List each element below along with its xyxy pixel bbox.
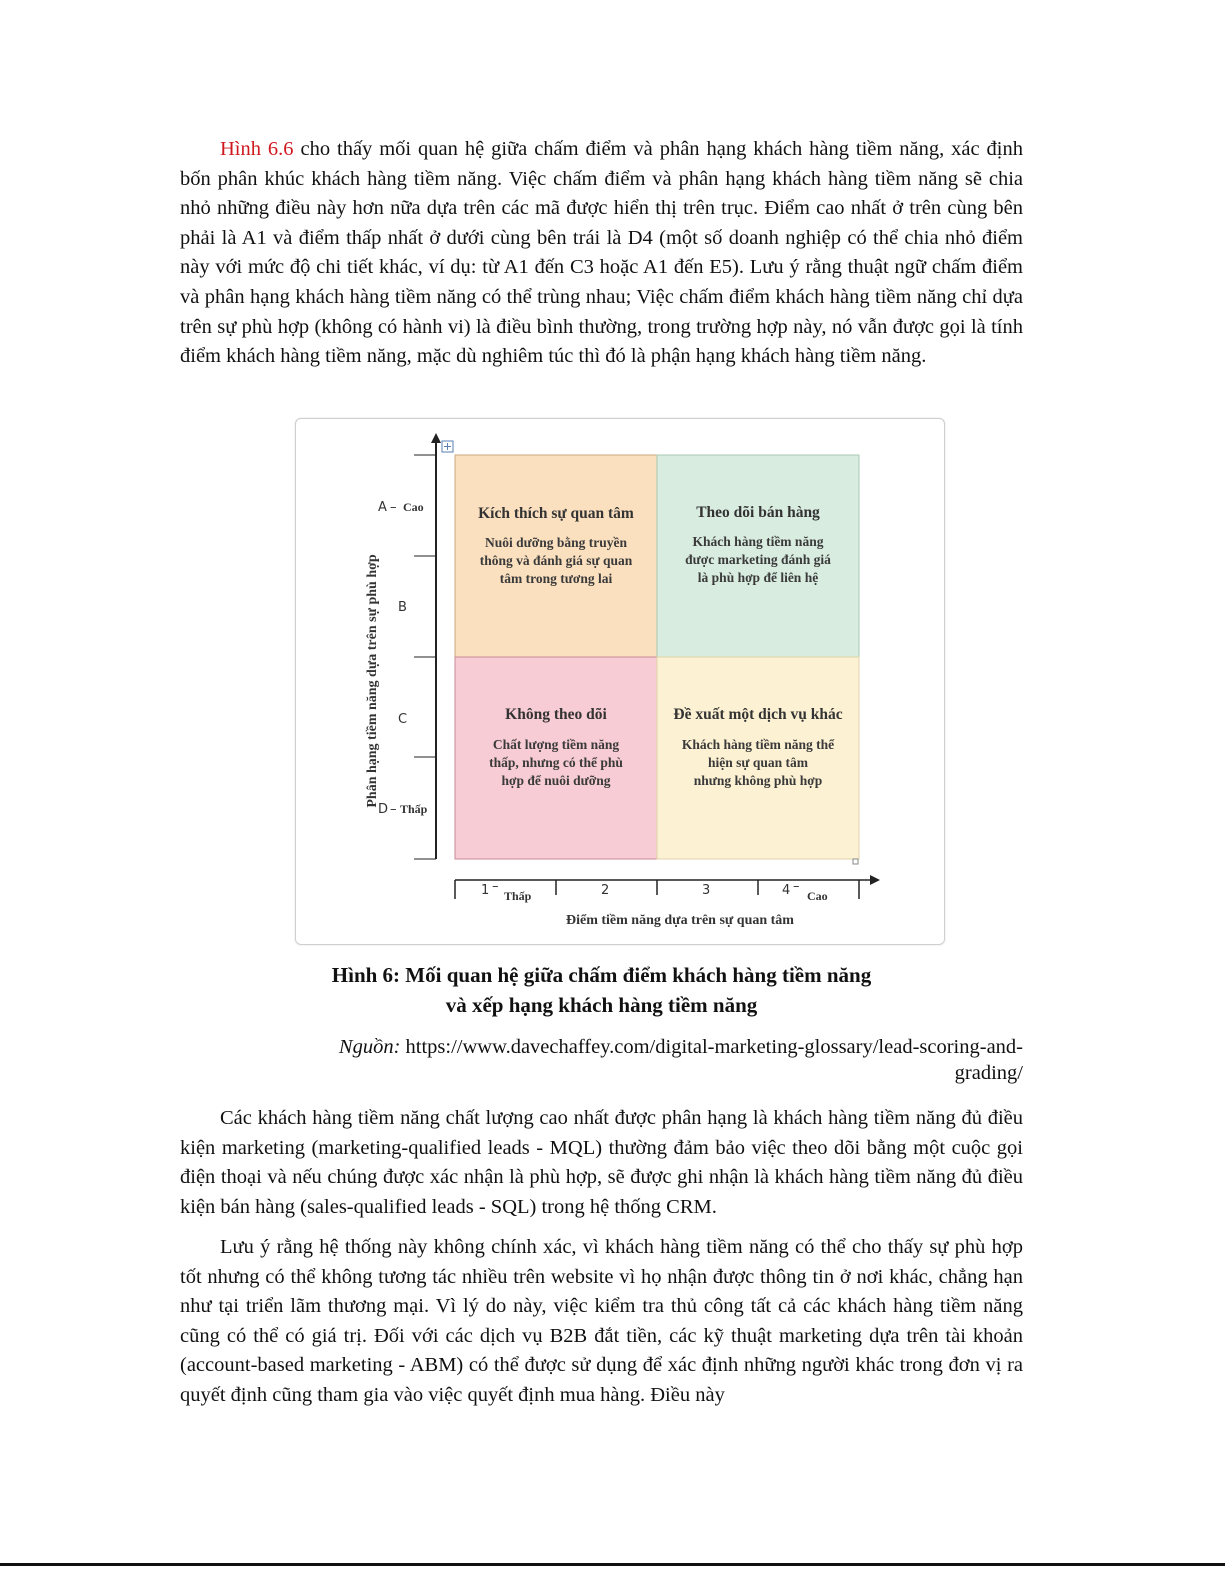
quadrant-description: Chất lượng tiềm năng bbox=[492, 737, 620, 752]
body-paragraph: Các khách hàng tiềm năng chất lượng cao nhất được phân hạng là khách hàng tiềm năng đủ điều kiện marketing (marketing-qualified leads - MQL) thường đảm bảo việc theo dõi bằng một cuộc gọi điện thoại và nếu chúng được xác nhận là phù hợp, sẽ được ghi nhận là khách hàng tiềm năng đủ điều kiện bán hàng (sales-qualified leads - SQL) trong hệ thống CRM. bbox=[180, 1107, 1023, 1218]
intro-paragraph-text: cho thấy mối quan hệ giữa chấm điểm và phân hạng khách hàng tiềm năng, xác định bốn phân khúc khách hàng tiềm năng. Việc chấm điểm và phân hạng khách hàng tiềm năng sẽ chia nhỏ những điều này hơn nữa dựa trên các mã được hiển thị trên trục. Điểm cao nhất ở trên cùng bên phải là A1 và điểm thấp nhất ở dưới cùng bên trái là D4 (một số doanh nghiệp có thể chia nhỏ điểm này với mức độ chi tiết khác, ví dụ: từ A1 đến C3 hoặc A1 đến E5). Lưu ý rằng thuật ngữ chấm điểm và phân hạng khách hàng tiềm năng có thể trùng nhau; Việc chấm điểm khách hàng tiềm năng chỉ dựa trên sự phù hợp (không có hành vi) là điều bình thường, trong trường hợp này, nó vẫn được gọi là tính điểm khách hàng tiềm năng, mặc dù nghiêm túc thì đó là phận hạng khách hàng tiềm năng. bbox=[180, 138, 1024, 368]
resize-handle[interactable] bbox=[853, 859, 858, 864]
intro-paragraph bbox=[180, 135, 1023, 372]
lead-scoring-grading-matrix bbox=[295, 418, 945, 945]
quadrant-description: Nuôi dưỡng bằng truyền bbox=[485, 535, 627, 550]
y-axis-arrow-icon bbox=[431, 433, 441, 443]
y-tick-label-d: D bbox=[378, 802, 389, 817]
quadrant-description: Khách hàng tiềm năng thể bbox=[681, 737, 835, 752]
quadrant-description: thấp, nhưng có thể phù bbox=[489, 755, 623, 770]
y-tick-label-c: C bbox=[398, 712, 408, 727]
caption-line-1: Hình 6: Mối quan hệ giữa chấm điểm khách hàng tiềm năng bbox=[331, 963, 872, 987]
quadrant-title: Đề xuất một dịch vụ khác bbox=[673, 706, 843, 723]
quadrant-description: nhưng không phù hợp bbox=[693, 773, 823, 788]
matrix-diagram bbox=[296, 419, 944, 944]
quadrant-description: Khách hàng tiềm năng bbox=[692, 534, 824, 549]
caption-line-2: và xếp hạng khách hàng tiềm năng bbox=[445, 993, 758, 1017]
y-tick-dash: – bbox=[390, 500, 397, 515]
quadrant-description: thông và đánh giá sự quan bbox=[479, 553, 633, 568]
x-tick-label-4: 4 bbox=[782, 883, 791, 898]
x-axis-title: Điểm tiềm năng dựa trên sự quan tâm bbox=[566, 913, 794, 928]
source-label: Nguồn: bbox=[338, 1036, 401, 1058]
y-tick-label-b: B bbox=[398, 600, 407, 615]
x-axis-arrow-icon bbox=[870, 875, 880, 885]
y-tick-dash: – bbox=[390, 802, 397, 817]
quadrant-title: Theo dõi bán hàng bbox=[696, 504, 820, 521]
x-tick-label-1: 1 bbox=[481, 883, 490, 898]
quadrant-description: là phù hợp để liên hệ bbox=[697, 570, 819, 585]
figure-caption bbox=[180, 960, 1023, 1020]
quadrant-description: tâm trong tương lai bbox=[499, 571, 613, 586]
y-tick-note-low: Thấp bbox=[400, 802, 428, 816]
y-tick-note-high: Cao bbox=[403, 500, 424, 514]
page-bottom-rule bbox=[0, 1563, 1225, 1566]
quadrant-title: Không theo dõi bbox=[505, 706, 607, 723]
source-url-continued[interactable]: grading/ bbox=[954, 1062, 1023, 1084]
x-tick-label-3: 3 bbox=[702, 883, 711, 898]
x-tick-note-low: Thấp bbox=[504, 889, 532, 903]
y-axis-title: Phân hạng tiềm năng dựa trên sự phù hợp bbox=[365, 554, 380, 808]
quadrant-title: Kích thích sự quan tâm bbox=[478, 505, 634, 522]
figure-source bbox=[180, 1034, 1023, 1086]
x-tick-dash: – bbox=[492, 879, 499, 894]
body-paragraph: Lưu ý rằng hệ thống này không chính xác, vì khách hàng tiềm năng có thể cho thấy sự phù hợp tốt nhưng có thể không tương tác nhiều trên website vì họ nhận được thông tin ở nơi khác, chẳng hạn như tại triển lãm thương mại. Vì lý do này, việc kiểm tra thủ công tất cả các khách hàng tiềm năng cũng có thể có giá trị. Đối với các dịch vụ B2B đắt tiền, các kỹ thuật marketing dựa trên tài khoản (account-based marketing - ABM) có thể được sử dụng để xác định những người khác trong đơn vị ra quyết định cũng tham gia vào việc quyết định mua hàng. Điều này bbox=[180, 1236, 1023, 1406]
x-tick-note-high: Cao bbox=[807, 889, 828, 903]
quadrant-description: được marketing đánh giá bbox=[685, 552, 831, 567]
y-tick-label-a: A bbox=[378, 500, 387, 515]
source-url[interactable]: https://www.davechaffey.com/digital-marketing-glossary/lead-scoring-and- bbox=[405, 1036, 1023, 1058]
quadrant-description: hiện sự quan tâm bbox=[707, 755, 809, 770]
quadrant-description: hợp để nuôi dưỡng bbox=[501, 773, 611, 788]
x-tick-label-2: 2 bbox=[601, 883, 610, 898]
x-tick-dash: – bbox=[793, 879, 800, 894]
figure-reference-link[interactable]: Hình 6.6 bbox=[220, 138, 294, 160]
